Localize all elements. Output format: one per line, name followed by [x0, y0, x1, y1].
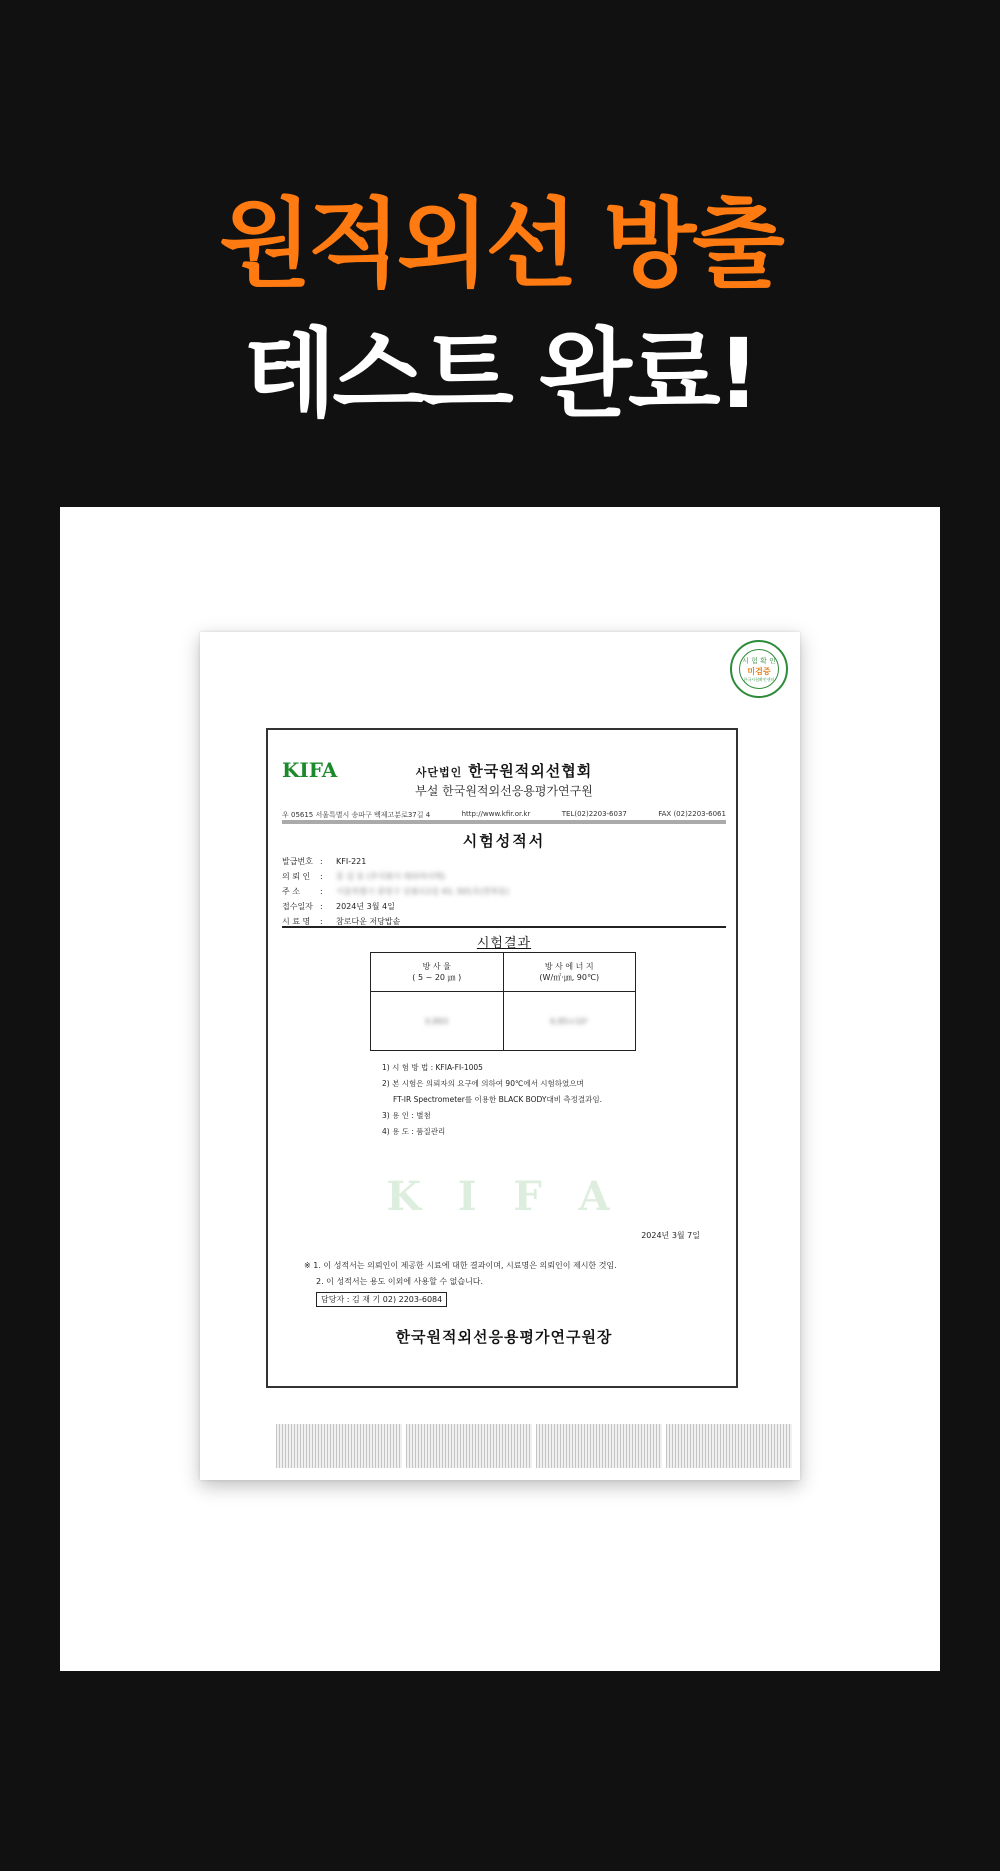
- field-value: 서울특별시 중랑구 상봉로2길 43, 501호(면목동): [336, 887, 510, 896]
- field-value: KFI-221: [336, 857, 367, 866]
- field-row: 접수일자 : 2024년 3월 4일: [282, 899, 509, 914]
- field-row: 시 료 명 : 참로다운 저당밥솥: [282, 914, 509, 929]
- address-line: [282, 810, 726, 820]
- field-row: 주 소 : 서울특별시 중랑구 상봉로2길 43, 501호(면목동): [282, 884, 509, 899]
- document-panel: [60, 507, 940, 1671]
- remark-item: ※ 1. 이 성적서는 의뢰인이 제공한 시료에 대한 결과이며, 시료명은 의뢰인이 제시한 것임.: [304, 1261, 617, 1270]
- table-header-energy: 방 사 에 너 지 (W/㎡·㎛, 90℃): [503, 953, 636, 992]
- kifa-logo: KIFA: [282, 758, 338, 782]
- test-notes: [382, 1060, 602, 1140]
- field-label: 주 소: [282, 887, 300, 896]
- stamp-block: [536, 1424, 662, 1468]
- field-label: 접수일자: [282, 902, 313, 911]
- section-divider: [282, 926, 726, 928]
- seal-top-text: 시 험 확 인: [742, 656, 776, 665]
- field-label: 시 료 명: [282, 917, 311, 926]
- contact-box: 담당자 : 김 재 기 02) 2203-6084: [316, 1292, 447, 1307]
- address-divider: [282, 820, 726, 824]
- field-value: 홍 길 동 (주식회사 테라마이텍): [336, 872, 446, 881]
- stamp-block: [666, 1424, 792, 1468]
- note-item: 2) 본 시험은 의뢰자의 요구에 의하여 90℃에서 시험하였으며: [382, 1079, 584, 1088]
- stamp-block: [276, 1424, 402, 1468]
- address-fax: FAX (02)2203-6061: [658, 810, 726, 818]
- table-value-energy: 6.85×10²: [503, 992, 636, 1051]
- remark-item: 2. 이 성적서는 용도 이외에 사용할 수 없습니다.: [316, 1277, 484, 1286]
- headline-line-2: 테스트 완료!: [243, 318, 757, 430]
- address-web: http://www.kfir.or.kr: [461, 810, 531, 818]
- org-name-text: 한국원적외선협회: [468, 762, 593, 780]
- verification-seal-icon: [730, 640, 788, 698]
- stamp-strip: [276, 1424, 792, 1468]
- field-row: 발급번호 : KFI-221: [282, 854, 509, 869]
- table-header-emissivity: 방 사 율 ( 5 ~ 20 ㎛ ): [371, 953, 504, 992]
- field-label: 의 뢰 인: [282, 872, 311, 881]
- org-name: [268, 760, 740, 781]
- field-value: 2024년 3월 4일: [336, 902, 395, 911]
- result-title: 시험결과: [476, 936, 532, 951]
- headline-line-1: 원적외선 방출: [219, 188, 781, 300]
- remarks: [304, 1258, 617, 1290]
- note-item: 4) 용 도 : 품질관리: [382, 1127, 446, 1136]
- note-item: FT-IR Spectrometer를 이용한 BLACK BODY대비 측정결과임.: [393, 1095, 602, 1104]
- seal-middle-text: 미검증: [747, 666, 771, 676]
- field-value: 참로다운 저당밥솥: [336, 917, 401, 926]
- info-fields: [282, 854, 509, 929]
- kifa-watermark: K I F A: [386, 1172, 610, 1220]
- org-sub: 부설 한국원적외선응용평가연구원: [415, 784, 593, 798]
- field-row: 의 뢰 인 : 홍 길 동 (주식회사 테라마이텍): [282, 869, 509, 884]
- table-value-emissivity: 0.893: [371, 992, 504, 1051]
- signer-title: 한국원적외선응용평가연구원장: [395, 1328, 613, 1346]
- address-postal: 우 05615 서울특별시 송파구 백제고분로37길 4: [282, 811, 431, 819]
- field-label: 발급번호: [282, 857, 313, 866]
- org-prefix: 사단법인: [415, 766, 463, 779]
- stamp-block: [406, 1424, 532, 1468]
- note-item: 1) 시 험 방 법 : KFIA-FI-1005: [382, 1063, 483, 1072]
- certificate-frame: [266, 728, 738, 1388]
- document-title: 시험성적서: [462, 832, 546, 850]
- address-tel: TEL(02)2203-6037: [561, 810, 627, 818]
- result-table: [370, 952, 636, 1051]
- note-item: 3) 용 인 : 별첨: [382, 1111, 431, 1120]
- certificate-paper: [200, 632, 800, 1480]
- seal-bottom-text: 한국시험확인센터: [743, 676, 775, 682]
- issue-date: 2024년 3월 7일: [641, 1231, 700, 1240]
